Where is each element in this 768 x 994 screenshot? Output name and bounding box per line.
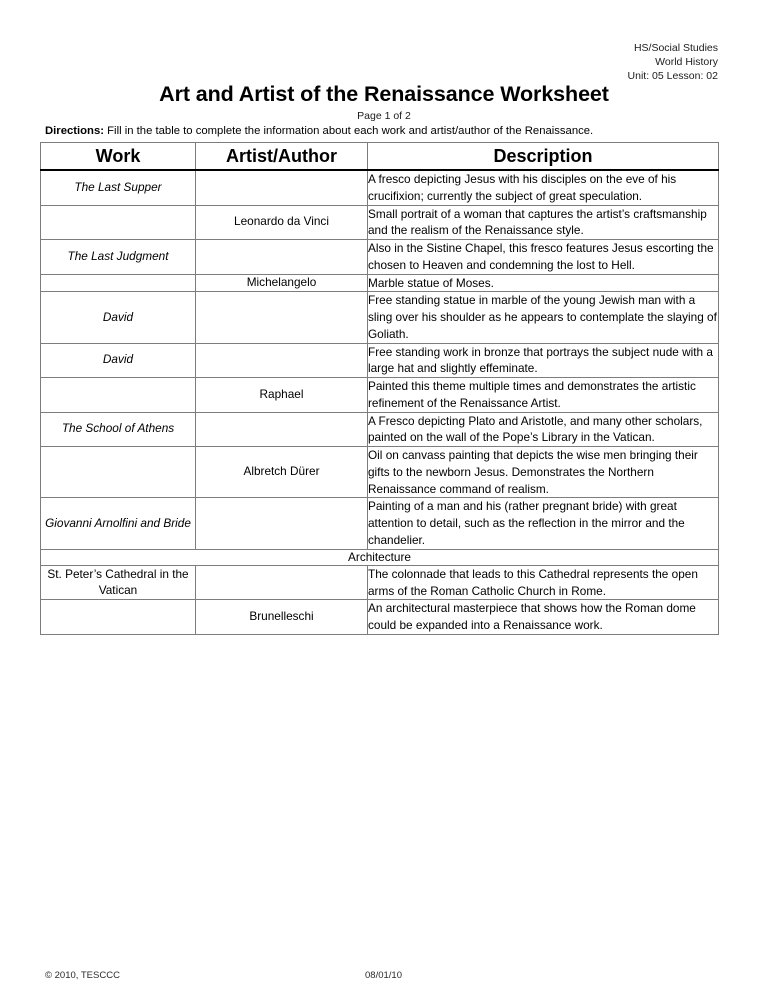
footer-copyright: © 2010, TESCCC bbox=[45, 970, 120, 981]
cell-artist[interactable]: Michelangelo bbox=[196, 274, 368, 292]
cell-artist[interactable] bbox=[196, 292, 368, 343]
cell-description: Free standing work in bronze that portrays the subject nude with a large hat and slightly effeminate. bbox=[368, 343, 719, 378]
meta-course: World History bbox=[655, 55, 718, 68]
table-row bbox=[41, 600, 719, 635]
cell-work[interactable]: David bbox=[41, 292, 196, 343]
cell-description: An architectural masterpiece that shows how the Roman dome could be expanded into a Renaissance work. bbox=[368, 600, 719, 635]
blank-answer-space[interactable] bbox=[41, 214, 195, 230]
meta-subject: HS/Social Studies bbox=[633, 42, 718, 54]
blank-answer-space[interactable] bbox=[196, 575, 367, 591]
table-row bbox=[41, 343, 719, 378]
cell-work[interactable]: David bbox=[41, 343, 196, 378]
blank-answer-space[interactable] bbox=[196, 180, 367, 196]
cell-artist[interactable] bbox=[196, 565, 368, 600]
cell-work[interactable]: The Last Supper bbox=[41, 170, 196, 205]
cell-work[interactable]: The School of Athens bbox=[41, 412, 196, 447]
table-row bbox=[41, 447, 719, 498]
table-row bbox=[41, 240, 719, 275]
cell-work[interactable] bbox=[41, 378, 196, 413]
cell-artist[interactable] bbox=[196, 240, 368, 275]
blank-answer-space[interactable] bbox=[196, 310, 367, 326]
cell-description: Small portrait of a woman that captures the artist’s craftsmanship and the realism of the Renaissance style. bbox=[368, 205, 719, 240]
cell-work[interactable] bbox=[41, 274, 196, 292]
table-header-row bbox=[41, 143, 719, 171]
cell-artist[interactable]: Raphael bbox=[196, 378, 368, 413]
table-body bbox=[41, 170, 719, 634]
table-row bbox=[41, 205, 719, 240]
cell-work[interactable]: The Last Judgment bbox=[41, 240, 196, 275]
page-title: Art and Artist of the Renaissance Worksheet bbox=[159, 82, 609, 106]
cell-description: The colonnade that leads to this Cathedral represents the open arms of the Roman Catholic Church in Rome. bbox=[368, 565, 719, 600]
cell-work[interactable] bbox=[41, 447, 196, 498]
table-row bbox=[41, 412, 719, 447]
cell-artist[interactable] bbox=[196, 170, 368, 205]
table-section-row bbox=[41, 549, 719, 565]
cell-artist[interactable]: Albretch Dürer bbox=[196, 447, 368, 498]
title-block bbox=[0, 82, 768, 122]
column-header-artist: Artist/Author bbox=[196, 143, 368, 171]
blank-answer-space[interactable] bbox=[41, 464, 195, 480]
cell-description: Painted this theme multiple times and demonstrates the artistic refinement of the Renaissance Artist. bbox=[368, 378, 719, 413]
blank-answer-space[interactable] bbox=[41, 387, 195, 403]
section-label: Architecture bbox=[41, 549, 719, 565]
cell-description: Free standing statue in marble of the young Jewish man with a sling over his shoulder as he appears to contemplate the slaying of Goliath. bbox=[368, 292, 719, 343]
column-header-work: Work bbox=[41, 143, 196, 171]
cell-artist[interactable]: Brunelleschi bbox=[196, 600, 368, 635]
blank-answer-space[interactable] bbox=[196, 421, 367, 437]
worksheet-table-wrapper bbox=[40, 142, 718, 635]
document-meta bbox=[628, 42, 718, 84]
cell-work[interactable]: Giovanni Arnolfini and Bride bbox=[41, 498, 196, 549]
table-row bbox=[41, 378, 719, 413]
cell-description: Oil on canvass painting that depicts the wise men bringing their gifts to the newborn Jesus. Demonstrates the Northern Renaissance command of realism. bbox=[368, 447, 719, 498]
blank-answer-space[interactable] bbox=[41, 609, 195, 625]
page-subtitle: Page 1 of 2 bbox=[357, 109, 411, 122]
table-row bbox=[41, 292, 719, 343]
cell-description: A Fresco depicting Plato and Aristotle, and many other scholars, painted on the wall of the Pope’s Library in the Vatican. bbox=[368, 412, 719, 447]
blank-answer-space[interactable] bbox=[196, 352, 367, 368]
cell-work[interactable]: St. Peter’s Cathedral in the Vatican bbox=[41, 565, 196, 600]
directions-text: Fill in the table to complete the information about each work and artist/author of the Renaissance. bbox=[104, 125, 594, 137]
blank-answer-space[interactable] bbox=[196, 249, 367, 265]
cell-description: Marble statue of Moses. bbox=[368, 274, 719, 292]
meta-unit-lesson: Unit: 05 Lesson: 02 bbox=[627, 69, 718, 82]
cell-work[interactable] bbox=[41, 600, 196, 635]
cell-work[interactable] bbox=[41, 205, 196, 240]
directions bbox=[45, 124, 735, 139]
directions-label: Directions: bbox=[45, 125, 105, 137]
cell-description: Painting of a man and his (rather pregnant bride) with great attention to detail, such as the reflection in the mirror and the chandelier. bbox=[368, 498, 719, 549]
table-row bbox=[41, 565, 719, 600]
footer-date: 08/01/10 bbox=[365, 970, 402, 981]
cell-artist[interactable] bbox=[196, 498, 368, 549]
blank-answer-space[interactable] bbox=[196, 516, 367, 532]
cell-description: A fresco depicting Jesus with his disciples on the eve of his crucifixion; currently the subject of great speculation. bbox=[368, 170, 719, 205]
cell-artist[interactable]: Leonardo da Vinci bbox=[196, 205, 368, 240]
column-header-description: Description bbox=[368, 143, 719, 171]
table-row bbox=[41, 170, 719, 205]
cell-description: Also in the Sistine Chapel, this fresco features Jesus escorting the chosen to Heaven and condemning the lost to Hell. bbox=[368, 240, 719, 275]
cell-artist[interactable] bbox=[196, 343, 368, 378]
worksheet-table bbox=[40, 142, 719, 635]
table-row bbox=[41, 498, 719, 549]
table-row bbox=[41, 274, 719, 292]
blank-answer-space[interactable] bbox=[41, 275, 195, 291]
cell-artist[interactable] bbox=[196, 412, 368, 447]
